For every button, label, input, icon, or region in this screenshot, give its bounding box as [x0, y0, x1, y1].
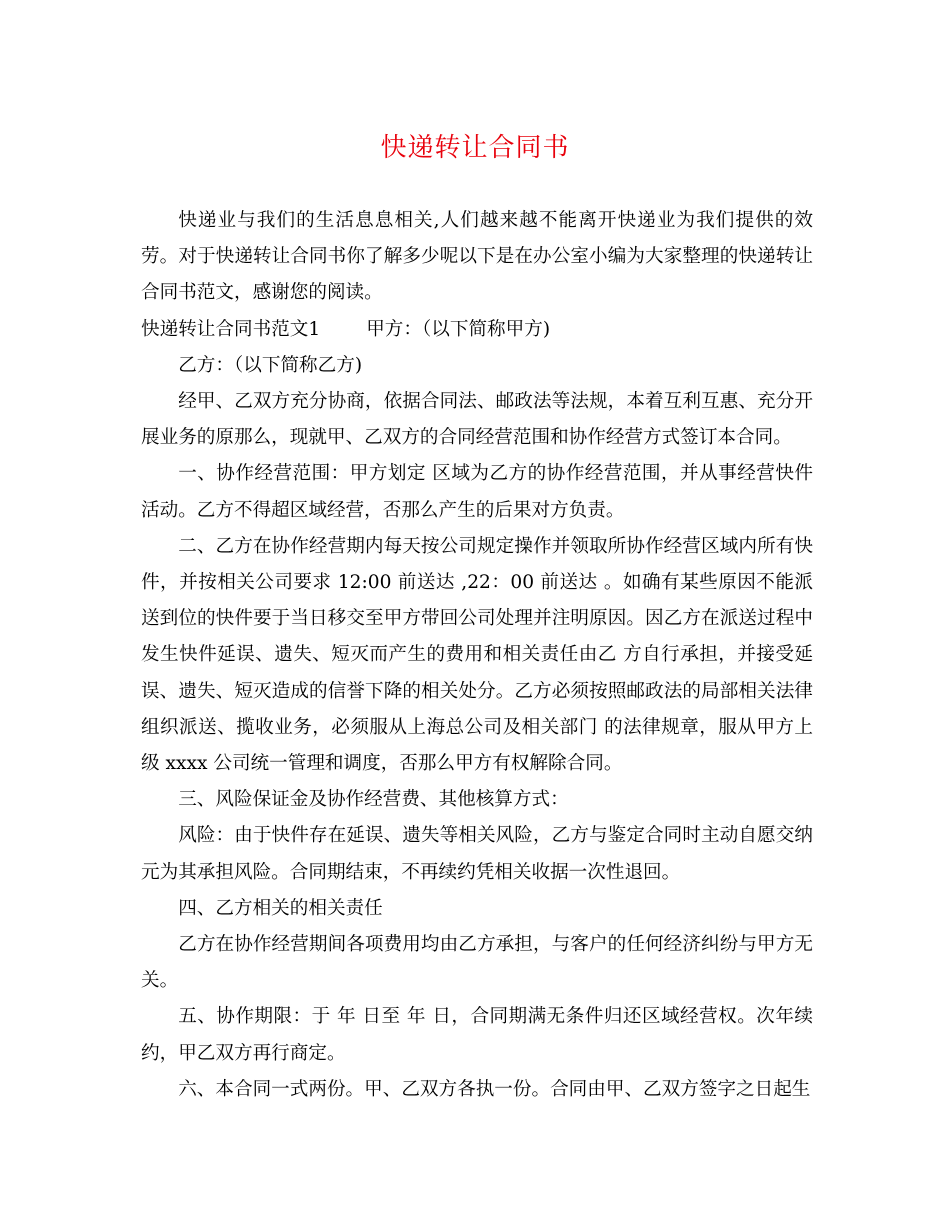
- clause-3-heading: 三、风险保证金及协作经营费、其他核算方式：: [178, 789, 569, 811]
- preamble-paragraph: 经甲、乙双方充分协商，依据合同法、邮政法等法规，本着互利互惠、充分开展业务的原那么，现就甲、乙双方的合同经营范围和协作经营方式签订本合同。: [141, 391, 813, 449]
- intro-paragraph: 快递业与我们的生活息息相关,人们越来越不能离开快递业为我们提供的效劳。对于快递转让合同书你了解多少呢以下是在办公室小编为大家整理的快递转让合同书范文，感谢您的阅读。: [141, 210, 813, 304]
- document-body: [141, 203, 813, 1108]
- clause-4-heading: 四、乙方相关的相关责任: [178, 897, 383, 919]
- clause-1-paragraph: 一、协作经营范围：甲方划定 区域为乙方的协作经营范围，并从事经营快件活动。乙方不得超区域经营，否那么产生的后果对方负责。: [141, 463, 813, 521]
- document-title: 快递转让合同书: [380, 133, 570, 163]
- clause-2-paragraph: 二、乙方在协作经营期内每天按公司规定操作并领取所协作经营区域内所有快件，并按相关公司要求 12:00 前送达 ,22：00 前送达 。如确有某些原因不能派送到位的快件要于当日移交至甲方带回公司处理并注明原因。因乙方在派送过程中发生快件延误、遗失、短灭而产生的费用和相关责任由乙 方自行承担，并接受延误、遗失、短灭造成的信誉下降的相关处分。乙方必须按照邮政法的局部相关法律组织派送、揽收业务，必须服从上海总公司及相关部门 的法律规章，服从甲方上级 xxxx 公司统一管理和调度，否那么甲方有权解除合同。: [141, 535, 813, 775]
- clause-5-paragraph: 五、协作期限：于 年 日至 年 日，合同期满无条件归还区域经营权。次年续约，甲乙双方再行商定。: [141, 1006, 813, 1064]
- clause-6-paragraph: 六、本合同一式两份。甲、乙双方各执一份。合同由甲、乙双方签字之日起生: [178, 1078, 811, 1100]
- party-b-line: 乙方：（以下简称乙方): [178, 354, 363, 376]
- clause-4-paragraph: 乙方在协作经营期间各项费用均由乙方承担，与客户的任何经济纠纷与甲方无关。: [141, 934, 813, 992]
- sample-heading: 快递转让合同书范文1: [141, 318, 321, 340]
- sample-heading-line: [141, 312, 813, 348]
- risk-paragraph: 风险：由于快件存在延误、遗失等相关风险，乙方与鉴定合同时主动自愿交纳 元为其承担风险。合同期结束，不再续约凭相关收据一次性退回。: [141, 825, 813, 883]
- party-a-line: 甲方：（以下简称甲方): [366, 318, 551, 340]
